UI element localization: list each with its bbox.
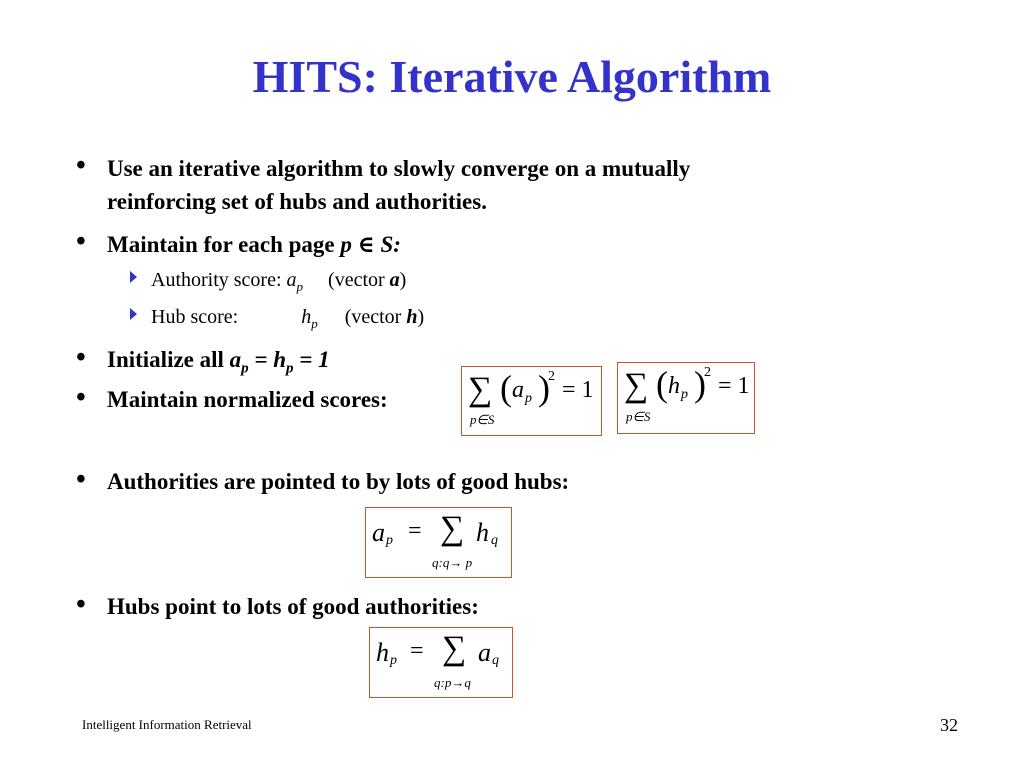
subbullet-hub — [151, 306, 424, 332]
bullet-hubs: Hubs point to lots of good authorities: — [107, 594, 479, 619]
hub-rhs: a — [478, 638, 491, 667]
hub-lhs: h — [376, 638, 389, 667]
hub-rhs-sub: q — [492, 653, 499, 668]
formula-norm-h — [617, 362, 755, 434]
auth-rhs: h — [476, 518, 489, 547]
norm-sub-p: p — [681, 387, 688, 402]
bullet-maintain-text: Maintain for each page — [107, 232, 335, 257]
square-exp: 2 — [704, 365, 711, 380]
sum-symbol: ∑ — [624, 367, 649, 404]
footer-course-title: Intelligent Information Retrieval — [82, 717, 252, 732]
hub-lhs-sub: p — [390, 653, 397, 668]
sum-symbol: ∑ — [442, 630, 467, 667]
element-of-symbol: ∈ — [357, 232, 375, 257]
bullet-dot: • — [76, 342, 86, 373]
auth-lhs-sub: p — [386, 533, 393, 548]
bullet-dot: • — [76, 589, 86, 620]
subbullet-arrow-icon — [130, 308, 137, 320]
bullet-dot: • — [76, 226, 86, 257]
hub-equals: = — [410, 638, 424, 664]
auth-range: q:q→ p — [432, 555, 473, 570]
equals-one: = 1 — [718, 373, 750, 399]
norm-var-h: h — [668, 373, 680, 399]
formula-authority-update — [365, 507, 512, 578]
right-paren: ) — [538, 368, 550, 408]
bullet-authorities: Authorities are pointed to by lots of good hubs: — [107, 469, 570, 494]
page-number: 32 — [940, 715, 958, 735]
bullet-normalized: Maintain normalized scores: — [107, 387, 388, 412]
bullet-iterative — [107, 152, 690, 218]
sum-symbol: ∑ — [468, 371, 493, 408]
bullet-initialize: Initialize all $a_p = h_p = 1$ — [107, 347, 330, 377]
sum-range: p∈S — [470, 412, 495, 427]
hub-var: $h_p$ — [301, 306, 318, 331]
hub-vector: (vector h) — [344, 306, 425, 328]
var-p: p — [340, 232, 352, 257]
bullet-maintain — [107, 228, 401, 261]
authority-label: Authority score: — [151, 269, 282, 291]
norm-var-a: a — [512, 377, 524, 403]
auth-equals: = — [408, 518, 422, 544]
sum-range: p∈S — [626, 409, 651, 424]
square-exp: 2 — [548, 369, 555, 384]
formula-hub-update — [369, 627, 513, 698]
hub-label: Hub score: — [151, 306, 239, 328]
bullet-iterative-line1: Use an iterative algorithm to slowly converge on a mutually — [107, 156, 691, 181]
authority-var: $a_p$ — [286, 269, 304, 294]
var-S: S: — [380, 232, 401, 257]
auth-rhs-sub: q — [491, 533, 498, 548]
bullet-dot: • — [76, 382, 86, 413]
norm-sub-p: p — [525, 391, 532, 406]
subbullet-authority — [151, 269, 406, 295]
formula-norm-a — [461, 366, 602, 436]
left-paren: ( — [500, 368, 512, 408]
subbullet-arrow-icon — [130, 271, 137, 283]
authority-vector: (vector a) — [328, 269, 407, 291]
bullet-dot: • — [76, 464, 86, 495]
hub-range: q:p→q — [434, 675, 471, 690]
bullet-iterative-line2: reinforcing set of hubs and authorities. — [107, 189, 487, 214]
left-paren: ( — [656, 364, 668, 404]
slide-title: HITS: Iterative Algorithm — [252, 51, 772, 102]
equals-one: = 1 — [562, 377, 594, 403]
sum-symbol: ∑ — [440, 510, 465, 547]
auth-lhs: a — [372, 518, 385, 547]
right-paren: ) — [694, 364, 706, 404]
bullet-dot: • — [76, 150, 86, 181]
